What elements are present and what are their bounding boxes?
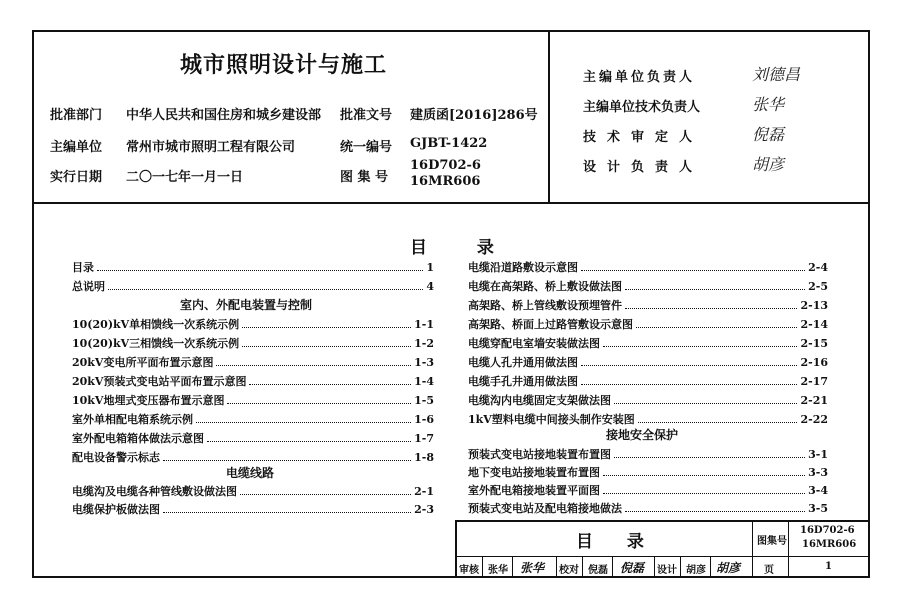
tb-sep xyxy=(680,556,681,578)
titleblock-check-name: 倪磊 xyxy=(588,565,608,576)
atlas-no-label: 图 集 号 xyxy=(340,170,389,185)
approval-dept-label: 批准部门 xyxy=(50,108,103,123)
titleblock-review-signature: 张华 xyxy=(520,561,545,575)
toc-item[interactable]: 室外配电箱箱体做法示意图 1-7 xyxy=(72,431,434,445)
tb-sep xyxy=(612,556,613,578)
toc-item[interactable]: 高架路、桥面上过路管敷设示意图 2-14 xyxy=(468,317,828,331)
chief-unit-head-label: 主编单位负责人 xyxy=(583,70,696,85)
titleblock-design-signature: 胡彦 xyxy=(716,561,741,575)
toc-item[interactable]: 目录 1 xyxy=(72,260,434,274)
toc-item[interactable]: 室外单相配电箱系统示例 1-6 xyxy=(72,412,434,426)
toc-item[interactable]: 地下变电站接地装置布置图 3-3 xyxy=(468,465,828,479)
unified-no-value: GJBT-1422 xyxy=(410,136,488,151)
titleblock-col-split-2 xyxy=(788,520,789,578)
titleblock-review-label: 审核 xyxy=(459,565,479,576)
toc-item[interactable]: 10kV地埋式变压器布置示意图 1-5 xyxy=(72,393,434,407)
toc-item[interactable]: 电缆沿道路敷设示意图 2-4 xyxy=(468,260,828,274)
atlas-no-value-2: 16MR606 xyxy=(410,174,481,189)
toc-title: 目 录 xyxy=(410,238,516,258)
titleblock-page-label: 页 xyxy=(764,565,774,576)
header-split xyxy=(548,30,550,204)
tech-reviewer-label: 技术审定人 xyxy=(583,130,704,145)
unified-no-label: 统一编号 xyxy=(340,140,393,155)
toc-item[interactable]: 高架路、桥上管线敷设预埋管件 2-13 xyxy=(468,298,828,312)
toc-item[interactable]: 电缆沟内电缆固定支架做法图 2-21 xyxy=(468,393,828,407)
titleblock-atlas-no-2: 16MR606 xyxy=(802,539,857,550)
toc-item[interactable]: 电缆在高架路、桥上敷设做法图 2-5 xyxy=(468,279,828,293)
chief-unit-label: 主编单位 xyxy=(50,140,103,155)
titleblock-title: 目 录 xyxy=(576,532,658,552)
approval-no-label: 批准文号 xyxy=(340,108,393,123)
tb-sep xyxy=(512,556,513,578)
chief-unit-tech-head-signature: 张华 xyxy=(752,95,785,114)
titleblock-design-label: 设计 xyxy=(657,565,677,576)
tb-sep xyxy=(710,556,711,578)
toc-item[interactable]: 20kV变电所平面布置示意图 1-3 xyxy=(72,355,434,369)
toc-section-heading: 电缆线路 xyxy=(226,466,275,480)
toc-item[interactable]: 10(20)kV单相馈线一次系统示例 1-1 xyxy=(72,317,434,331)
effective-date-label: 实行日期 xyxy=(50,170,103,185)
toc-item[interactable]: 电缆保护板做法图 2-3 xyxy=(72,502,434,516)
titleblock-page-no: 1 xyxy=(825,561,832,572)
titleblock-top-border xyxy=(455,520,870,522)
effective-date-value: 二〇一七年一月一日 xyxy=(126,170,244,185)
chief-unit-head-signature: 刘德昌 xyxy=(752,65,801,84)
toc-item[interactable]: 电缆穿配电室墙安装做法图 2-15 xyxy=(468,336,828,350)
toc-item[interactable]: 20kV预装式变电站平面布置示意图 1-4 xyxy=(72,374,434,388)
toc-item[interactable]: 10(20)kV三相馈线一次系统示例 1-2 xyxy=(72,336,434,350)
design-head-label: 设计负责人 xyxy=(583,160,704,175)
titleblock-check-signature: 倪磊 xyxy=(620,561,645,575)
tb-sep xyxy=(482,556,483,578)
toc-item[interactable]: 预装式变电站接地装置布置图 3-1 xyxy=(468,447,828,461)
toc-item[interactable]: 室外配电箱接地装置平面图 3-4 xyxy=(468,483,828,497)
titleblock-left-border xyxy=(455,520,457,578)
tb-sep xyxy=(556,556,557,578)
header-divider xyxy=(32,202,870,204)
approval-no-value: 建质函[2016]286号 xyxy=(410,108,538,123)
toc-section-heading: 接地安全保护 xyxy=(606,428,679,442)
atlas-no-value: 16D702-6 xyxy=(410,158,481,173)
toc-item[interactable]: 预装式变电站及配电箱接地做法 3-5 xyxy=(468,501,828,515)
titleblock-design-name: 胡彦 xyxy=(686,565,706,576)
titleblock-atlas-no: 16D702-6 xyxy=(800,525,855,536)
toc-section-heading: 室内、外配电装置与控制 xyxy=(180,298,313,312)
titleblock-col-split xyxy=(752,520,753,578)
toc-item[interactable]: 配电设备警示标志 1-8 xyxy=(72,450,434,464)
chief-unit-tech-head-label: 主编单位技术负责人 xyxy=(583,100,701,115)
titleblock-atlas-label: 图集号 xyxy=(757,536,787,547)
tb-sep xyxy=(582,556,583,578)
titleblock-check-label: 校对 xyxy=(559,565,579,576)
design-head-signature: 胡彦 xyxy=(752,155,785,174)
toc-item[interactable]: 电缆沟及电缆各种管线敷设做法图 2-1 xyxy=(72,484,434,498)
atlas-title: 城市照明设计与施工 xyxy=(180,52,388,78)
tb-sep xyxy=(654,556,655,578)
toc-item[interactable]: 电缆人孔井通用做法图 2-16 xyxy=(468,355,828,369)
toc-item[interactable]: 电缆手孔井通用做法图 2-17 xyxy=(468,374,828,388)
titleblock-review-name: 张华 xyxy=(488,565,508,576)
approval-dept-value: 中华人民共和国住房和城乡建设部 xyxy=(126,108,322,123)
toc-item[interactable]: 总说明 4 xyxy=(72,279,434,293)
chief-unit-value: 常州市城市照明工程有限公司 xyxy=(126,140,296,155)
tech-reviewer-signature: 倪磊 xyxy=(752,125,785,144)
toc-item[interactable]: 1kV塑料电缆中间接头制作安装图 2-22 xyxy=(468,412,828,426)
titleblock-mid-line xyxy=(455,556,870,557)
